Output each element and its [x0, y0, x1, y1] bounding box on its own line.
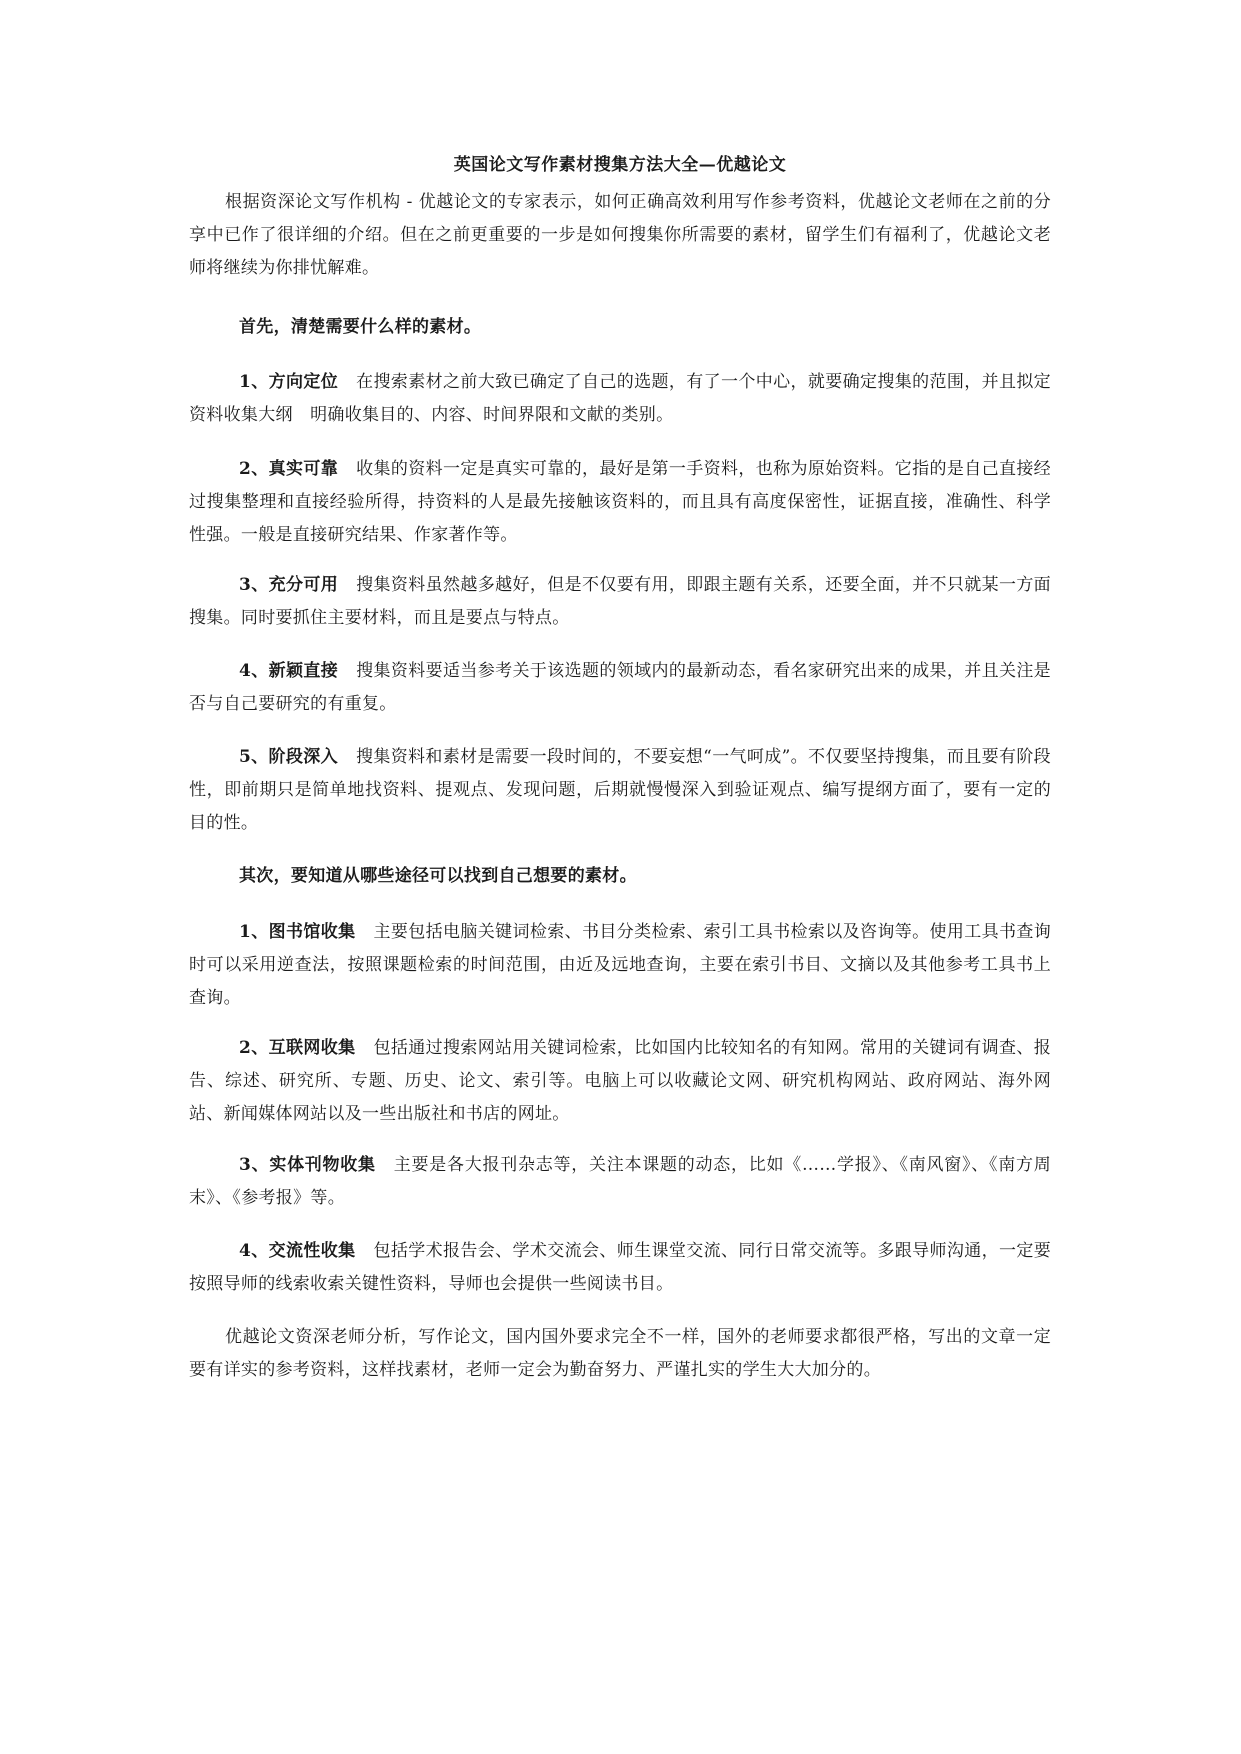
section1-item-3 — [189, 569, 1051, 635]
section2-item-2 — [189, 1032, 1051, 1131]
section2-heading: 其次，要知道从哪些途径可以找到自己想要的素材。 — [239, 866, 637, 886]
section1-item-5-text: 搜集资料和素材是需要一段时间的，不要妄想“一气呵成”。不仅要坚持搜集，而且要有阶段性，即前期只是简单地找资料、提观点、发现问题，后期就慢慢深入到验证观点、编写提纲方面了，要有一定的目的性。 — [189, 747, 1051, 833]
section1-item-3-text: 搜集资料虽然越多越好，但是不仅要有用，即跟主题有关系，还要全面，并不只就某一方面搜集。同时要抓住主要材料，而且是要点与特点。 — [189, 575, 1051, 628]
section2-item-1 — [189, 916, 1051, 1015]
document-title: 英国论文写作素材搜集方法大全—优越论文 — [453, 155, 787, 175]
section1-item-2-text: 收集的资料一定是真实可靠的，最好是第一手资料，也称为原始资料。它指的是自己直接经过搜集整理和直接经验所得，持资料的人是最先接触该资料的，而且具有高度保密性，证据直接，准确性、科学性强。一般是直接研究结果、作家著作等。 — [189, 459, 1051, 545]
section1-heading: 首先，清楚需要什么样的素材。 — [239, 317, 482, 337]
section1-item-2-label: 2、真实可靠 — [239, 459, 339, 479]
section2-item-2-label: 2、互联网收集 — [239, 1038, 356, 1058]
section2-item-2-text: 包括通过搜索网站用关键词检索，比如国内比较知名的有知网。常用的关键词有调查、报告、综述、研究所、专题、历史、论文、索引等。电脑上可以收藏论文网、研究机构网站、政府网站、海外网站、新闻媒体网站以及一些出版社和书店的网址。 — [189, 1038, 1051, 1124]
section1-item-5-label: 5、阶段深入 — [239, 747, 338, 767]
intro-paragraph: 根据资深论文写作机构 - 优越论文的专家表示，如何正确高效利用写作参考资料，优越论文老师在之前的分享中已作了很详细的介绍。但在之前更重要的一步是如何搜集你所需要的素材，留学生们有福利了，优越论文老师将继续为你排忧解难。 — [189, 192, 1051, 278]
section1-item-4 — [189, 655, 1051, 721]
section2-item-3-text: 主要是各大报刊杂志等，关注本课题的动态，比如《……学报》、《南风窗》、《南方周末》、《参考报》等。 — [189, 1155, 1051, 1208]
section1-item-4-label: 4、新颖直接 — [239, 661, 339, 681]
section1-item-1-text: 在搜索素材之前大致已确定了自己的选题，有了一个中心，就要确定搜集的范围，并且拟定资料收集大纲 明确收集目的、内容、时间界限和文献的类别。 — [189, 372, 1051, 425]
document-page — [189, 0, 1051, 1754]
section2-item-4-text: 包括学术报告会、学术交流会、师生课堂交流、同行日常交流等。多跟导师沟通，一定要按照导师的线索收索关键性资料，导师也会提供一些阅读书目。 — [189, 1241, 1051, 1294]
section1-item-4-text: 搜集资料要适当参考关于该选题的领域内的最新动态，看名家研究出来的成果，并且关注是否与自己要研究的有重复。 — [189, 661, 1051, 714]
section1-item-1-label: 1、方向定位 — [239, 372, 339, 392]
section1-item-3-label: 3、充分可用 — [239, 575, 339, 595]
section2-item-3 — [189, 1149, 1051, 1215]
section2-item-4 — [189, 1235, 1051, 1301]
conclusion-paragraph: 优越论文资深老师分析，写作论文，国内国外要求完全不一样，国外的老师要求都很严格，写出的文章一定要有详实的参考资料，这样找素材，老师一定会为勤奋努力、严谨扎实的学生大大加分的。 — [189, 1327, 1051, 1380]
section1-item-5 — [189, 741, 1051, 840]
section2-item-3-label: 3、实体刊物收集 — [239, 1155, 376, 1175]
section1-item-1 — [189, 366, 1051, 432]
section2-item-1-text: 主要包括电脑关键词检索、书目分类检索、索引工具书检索以及咨询等。使用工具书查询时可以采用逆查法，按照课题检索的时间范围，由近及远地查询，主要在索引书目、文摘以及其他参考工具书上查询。 — [189, 922, 1051, 1008]
section2-item-4-label: 4、交流性收集 — [239, 1241, 356, 1261]
section1-item-2 — [189, 453, 1051, 552]
section2-item-1-label: 1、图书馆收集 — [239, 922, 356, 942]
